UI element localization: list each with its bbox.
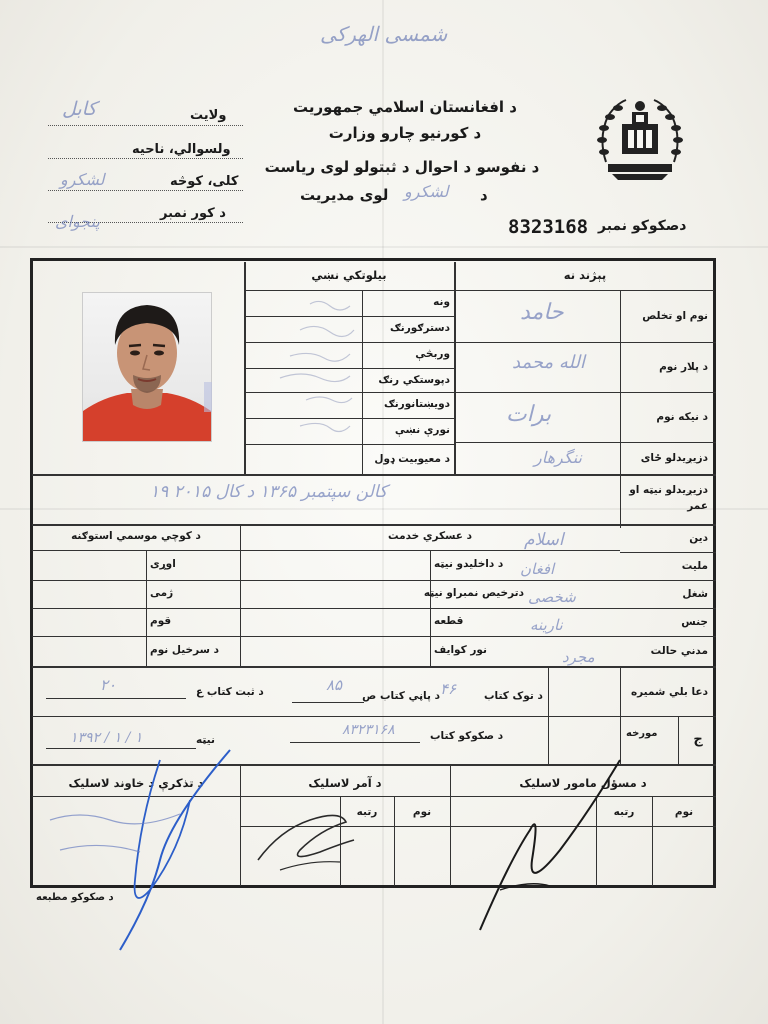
- label-skin-color: دپوستکي رنګ: [378, 374, 450, 386]
- grid-line: [454, 392, 716, 393]
- grid-line: [32, 474, 716, 476]
- military-section-title: د عسکري خدمت: [387, 530, 473, 542]
- nomad-section-title: د کوچي موسمي استوګنه: [71, 530, 201, 542]
- page-line: [292, 702, 364, 703]
- header-prefix: د: [480, 186, 488, 204]
- label-occupation: شغل: [682, 588, 708, 600]
- label-officer-rank: رتبه: [613, 806, 635, 818]
- handwritten-birthdate-age: ۱۹ کالن سپتمبر ۱۳۶۵ د کال ۲۰۱۵: [150, 482, 388, 502]
- handwritten-date: ۱۳۹۲ / ۱ / ۱: [70, 730, 143, 746]
- holder-photo: [82, 292, 212, 442]
- header-republic: د افغانستان اسلامي جمهوریت: [293, 98, 517, 116]
- officer-signature-title: د مسؤل مامور لاسلیک: [519, 776, 647, 790]
- grid-line: [32, 580, 716, 581]
- handwritten-office: لشکرو: [404, 182, 449, 201]
- handwritten-house: پنجوای: [55, 212, 100, 231]
- label-officer-name: نوم: [674, 806, 694, 818]
- grid-line: [620, 552, 716, 553]
- label-other-details: نور کوایف: [434, 644, 487, 656]
- label-disability: د معیوبیت ډول: [374, 453, 450, 465]
- grid-line: [454, 342, 716, 343]
- handwritten-gender: نارینه: [530, 616, 563, 634]
- label-registry-record: د ثبت کتاب ع: [196, 686, 264, 698]
- officer-signature-icon: [470, 740, 630, 940]
- label-enlistment-date: د داخلیدو نیټه: [434, 558, 504, 570]
- label-nationality: ملیت: [681, 560, 708, 572]
- label-ja: ج: [693, 732, 703, 747]
- handwritten-birthplace: ننگرهار: [534, 448, 582, 467]
- card-line: [290, 742, 420, 743]
- label-summer: اوړی: [150, 558, 176, 570]
- province-label: ولایت: [190, 108, 227, 123]
- handwritten-village: لشکرو: [60, 170, 105, 189]
- personal-section-title: پېژند نه: [563, 268, 607, 282]
- label-grandfather-name: د نیکه نوم: [656, 411, 708, 423]
- handwritten-card-no: ۸۳۲۳۱۶۸: [342, 722, 395, 738]
- label-discharge: دترخیص نمبراو نیټه: [423, 587, 524, 599]
- handwritten-occupation: شخصی: [528, 588, 576, 606]
- card-number-value: 8323168: [508, 216, 589, 238]
- label-birthplace: دزیږیدلو ځای: [640, 452, 708, 464]
- label-eye-color: دسترګورنګ: [390, 322, 450, 334]
- grid-line: [678, 716, 679, 764]
- label-full-name: نوم او تخلص: [642, 310, 708, 322]
- grid-line: [240, 524, 241, 666]
- holder-signature-icon: [40, 740, 240, 960]
- header-office-suffix: لوی مدیریت: [300, 186, 389, 204]
- label-birthdate-age: دزیږیدلو نیټه او عمر: [629, 484, 708, 512]
- handwritten-name: حامد: [520, 300, 564, 325]
- handwritten-marital-status: مجرد: [562, 648, 595, 666]
- label-height: ونه: [433, 296, 450, 308]
- handwritten-province: کابل: [62, 98, 97, 120]
- grid-line: [146, 550, 147, 666]
- handwritten-record-no: ۲۰: [100, 676, 117, 694]
- physical-section-title: بیلوتکي نښي: [311, 268, 387, 282]
- commander-signature-icon: [250, 800, 360, 880]
- person-portrait-icon: [83, 293, 211, 441]
- label-volume: د توک کتاب: [484, 690, 543, 702]
- label-chief-name: د سرخیل نوم: [150, 644, 220, 656]
- label-father-name: د پلار نوم: [659, 361, 708, 373]
- label-page: د پاڼي کتاب ص: [362, 690, 440, 702]
- grid-line: [32, 608, 716, 609]
- label-marital-status: مدني حالت: [650, 645, 708, 657]
- label-religion: دین: [689, 532, 708, 544]
- header-directorate: د نفوسو د احوال د ثبتولو لوی ریاست: [264, 158, 540, 176]
- handwritten-top-name: شمسی الهرکی: [320, 22, 448, 46]
- handwritten-nationality: افغان: [520, 560, 555, 578]
- handwritten-father-name: الله محمد: [512, 352, 585, 373]
- label-dated: مورخه: [626, 728, 658, 739]
- label-date: نیټه: [196, 734, 215, 746]
- label-eyebrows: وربڅې: [415, 348, 450, 360]
- village-label: کلی، کوڅه: [170, 174, 239, 189]
- label-hair-color: دویښتانورنګ: [383, 398, 450, 410]
- label-record-number: دعا بلي شمیره: [630, 686, 708, 698]
- grid-line: [32, 666, 716, 668]
- label-other-marks: نورې نښې: [394, 424, 450, 436]
- grid-line: [32, 716, 716, 717]
- label-winter: ژمی: [150, 587, 174, 599]
- grid-line: [620, 290, 621, 528]
- grid-line: [244, 290, 714, 291]
- photo-stamp: [204, 382, 212, 412]
- grid-line: [32, 550, 620, 551]
- grid-line: [362, 290, 363, 474]
- handwritten-volume-no: ۴۶: [440, 680, 457, 698]
- grid-line: [32, 636, 716, 637]
- paper-fold: [0, 246, 768, 248]
- record-line: [46, 698, 186, 699]
- label-card-book: د صکوکو کتاب: [430, 730, 504, 742]
- handwritten-page-no: ۸۵: [326, 676, 343, 694]
- afghanistan-emblem-icon: [592, 92, 688, 184]
- label-commander-name: نوم: [412, 806, 432, 818]
- label-tribe: قوم: [150, 615, 172, 627]
- faint-handwriting-marks: [250, 294, 360, 470]
- grid-line: [454, 442, 716, 443]
- district-label: ولسوالي، ناحیه: [132, 142, 231, 157]
- label-unit: قطعه: [434, 615, 464, 627]
- label-commander-rank: رتبه: [356, 806, 378, 818]
- commander-signature-title: د آمر لاسلیک: [308, 776, 382, 790]
- handwritten-grandfather-name: برات: [506, 402, 552, 427]
- handwritten-religion: اسلام: [524, 530, 564, 550]
- printing-house-label: د صکوکو مطبعه: [36, 892, 114, 903]
- card-number-label: دصکوکو نمبر: [598, 218, 687, 234]
- house-number-label: د کور نمبر: [160, 206, 226, 221]
- header-ministry: د کورنیو چارو وزارت: [328, 124, 482, 142]
- label-gender: جنس: [681, 616, 708, 628]
- grid-line: [430, 550, 431, 666]
- holder-signature-title: د تذکرې د خاوند لاسلیک: [68, 776, 204, 790]
- grid-line: [32, 524, 716, 526]
